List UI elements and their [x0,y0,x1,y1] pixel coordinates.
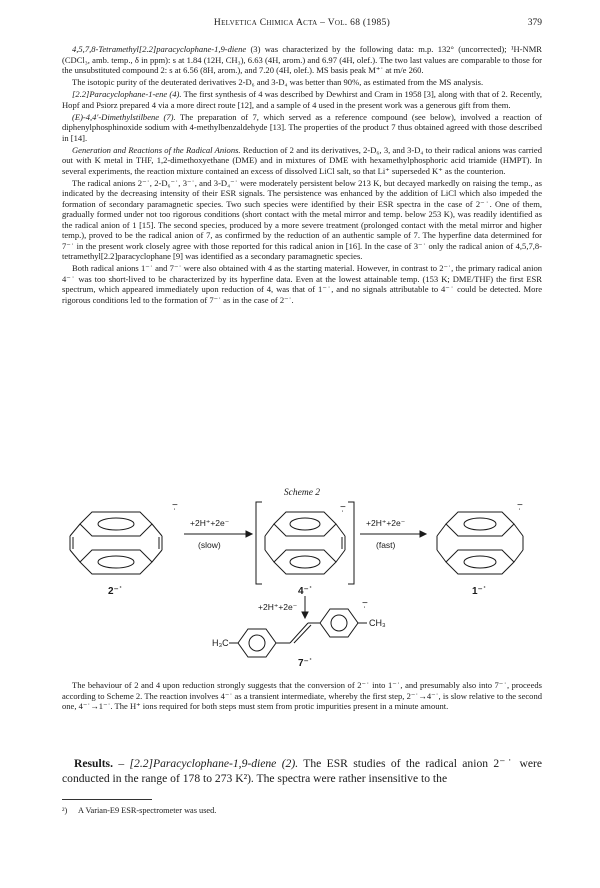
results-section [62,756,542,786]
lower-ring [274,550,336,574]
subsection-heading: [2.2]Paracyclophane-1,9-diene (2). [129,757,299,770]
bridge-bond [265,524,274,536]
left-bracket [256,502,262,584]
bridge-bond [437,550,446,562]
reaction-arrow-slow [184,518,252,550]
paragraph: [2.2]Paracyclophane-1-ene (4). The first synthesis of 4 was described by Dewhirst and Cram in 1958 [3], along with that of 2. Recently, Hopf and Psiorz prepared 4 via a more direct route [12], and a sample of 4 used in the present work was a generous gift from them. [62,89,542,110]
aromatic-circle [290,556,320,568]
reagent-label: +2H⁺+2e⁻ [258,602,298,612]
molecule-7-radical-anion [212,598,386,668]
methyl-label: CH₃ [369,618,386,628]
aromatic-circle [290,518,320,530]
charge-mark: −̣ [362,598,368,609]
upper-ring [80,512,152,536]
footnote-rule [62,799,152,800]
rate-label: (fast) [376,540,396,550]
aromatic-circle [464,556,496,568]
upper-ring [446,512,514,536]
aromatic-circle [331,615,347,631]
upper-ring [274,512,336,536]
lower-ring [446,550,514,574]
rate-label: (slow) [198,540,221,550]
paragraph: The behaviour of 2 and 4 upon reduction strongly suggests that the conversion of 2⁻˙ into 1⁻˙, and presumably also into 7⁻˙, proceeds according to Scheme 2. The reaction involves 4⁻˙ as a transient intermediate, whereby the first step, 2⁻˙→4⁻˙, is slow relative to the second one, 4⁻˙→1⁻˙. The H⁺ ions required for both steps must stem from protic impurities present in a minute amount. [62,680,542,711]
aromatic-circle [464,518,496,530]
bridge-bond [514,524,523,536]
compound-label: 7⁻˙ [298,658,313,668]
paragraph: Results. – [2.2]Paracyclophane-1,9-diene (2). The ESR studies of the radical anion 2⁻˙ were conducted in the range of 178 to 273 K²). The spectra were rather insensitive to the [62,757,542,785]
charge-mark: −̣ [172,500,178,511]
charge-mark: −̣ [340,502,346,513]
compound-label: 4⁻˙ [298,586,313,597]
scheme-title: Scheme 2 [283,488,321,498]
bridge-bond [514,550,523,562]
bridge-bond [336,524,345,536]
page-number: 379 [527,18,542,28]
aromatic-circle [98,556,134,568]
footnote-text: A Varian-E9 ESR-spectrometer was used. [78,806,217,815]
scheme-drawing [62,498,542,668]
bridge-bond [152,524,162,536]
lower-ring [80,550,152,574]
running-header [62,18,542,32]
paragraph: Both radical anions 1⁻˙ and 7⁻˙ were also obtained with 4 as the starting material. However, in contrast to 2⁻˙, the primary radical anion 4⁻˙ was too short-lived to be characterized by its hyperfine data. Even at the lowest attainable temp. (153 K; DME/THF) the first ESR spectrum, which appeared immediately upon reduction of 4, was that of 1⁻˙, and no signals attributable to 4⁻˙ could be detected. More rigorous conditions led to the formation of 7⁻˙ as in the case of 2⁻˙. [62,263,542,305]
reaction-arrow-fast [360,518,426,550]
olefin-bond [290,623,308,643]
bridge-bond [70,524,80,536]
aromatic-circle [249,635,265,651]
running-title: Helvetica Chimica Acta – Vol. 68 (1985) [213,18,391,28]
reagent-label: +2H⁺+2e⁻ [190,518,230,528]
bridge-bond [336,550,345,562]
scheme-discussion [62,680,542,712]
bridge-bond [265,550,274,562]
arrowhead-icon [302,612,308,618]
bridge-bond [152,550,162,562]
right-bracket [348,502,354,584]
reagent-label: +2H⁺+2e⁻ [366,518,406,528]
compound-label: 1⁻˙ [472,586,487,597]
bridge-bond [70,550,80,562]
arrowhead-icon [420,531,426,537]
aromatic-circle [98,518,134,530]
paragraph: The radical anions 2⁻˙, 2-D₆⁻˙, 3⁻˙, and 3-D₄⁻˙ were moderately persistent below 213 K, but decayed markedly on raising the temp., as indicated by the decreasing intensity of their ESR signals. The persistence was enhanced by the addition of LiCl which also impeded the formation of secondary paramagnetic species. Two such species were identified by their ESR spectra in the case of 2⁻˙. One of them, gradually formed under not too rigorous conditions (short contact with the metal mirror and temp. below 253 K), was readily identified as the radical anion of 1 [15]. The second species, produced by a more severe treatment (prolonged contact with the metal mirror and higher temp.), proved to be the radical anion of 7, as confirmed by the reduction of an authentic sample of 7. The hyperfine data determined for 7⁻˙ in the present work closely agree with those reported for this radical anion in [16]. In the case of 3⁻˙ only the radical anion of 4,5,7,8-tetramethyl[2.2]paracyclophane [9] was identified as a secondary paramagnetic species. [62,177,542,261]
footnote-number: ²) [62,806,68,815]
bridge-bond [437,524,446,536]
benzene-ring [238,629,276,657]
paragraph: 4,5,7,8-Tetramethyl[2.2]paracyclophane-1,9-diene (3) was characterized by the following data: m.p. 132° (uncorrected); ¹H-NMR (CDCl₃, amb. temp., δ in ppm): s at 1.84 (12H, CH₃), 6.63 (4H, arom.) and 6.97 (4H, olef.). The two last values are comparable to those for the unsubstituted compound 2: s at 6.56 (8H, arom.), and 7.20 (4H, olef.). MS basis peak M⁺˙ at m/e 260. [62,44,542,75]
section-heading: Results. [74,757,113,770]
paragraph: Generation and Reactions of the Radical Anions. Reduction of 2 and its derivatives, 2-D₆, 3, and 3-D₄ to their radical anions was carried out with K metal in THF, 1,2-dimethoxyethane (DME) and in mixtures of DME with hexamethylphosphoric acid triamide (HMPT). In several experiments, the reaction mixture contained an excess of dissolved LiCl salt, so that Li⁺ superseded K⁺ as the counterion. [62,144,542,176]
paragraph: (E)-4,4′-Dimethylstilbene (7). The preparation of 7, which served as a reference compound (see below), involved a reaction of diphenylphosphinoxide sodium with 4-methylbenzaldehyde [13]. The properties of the product 7 thus obtained agreed with those described in [14]. [62,111,542,143]
paragraph: The isotopic purity of the deuterated derivatives 2-D₆ and 3-D₄ was better than 90%, as estimated from the MS analysis. [72,77,484,87]
reaction-arrow-down [258,596,308,618]
molecule-4-radical-anion [256,502,354,597]
charge-mark: −̣ [517,500,523,511]
olefin-double-bond [294,625,311,643]
compound-label: 2⁻˙ [108,586,123,597]
molecule-2-radical-anion [70,500,178,597]
molecule-1-radical-anion [437,500,523,597]
body-text [62,44,542,305]
methyl-label: H₃C [212,638,229,648]
arrowhead-icon [246,531,252,537]
reaction-scheme [62,488,542,668]
footnote [62,806,216,815]
benzene-ring [320,609,358,637]
